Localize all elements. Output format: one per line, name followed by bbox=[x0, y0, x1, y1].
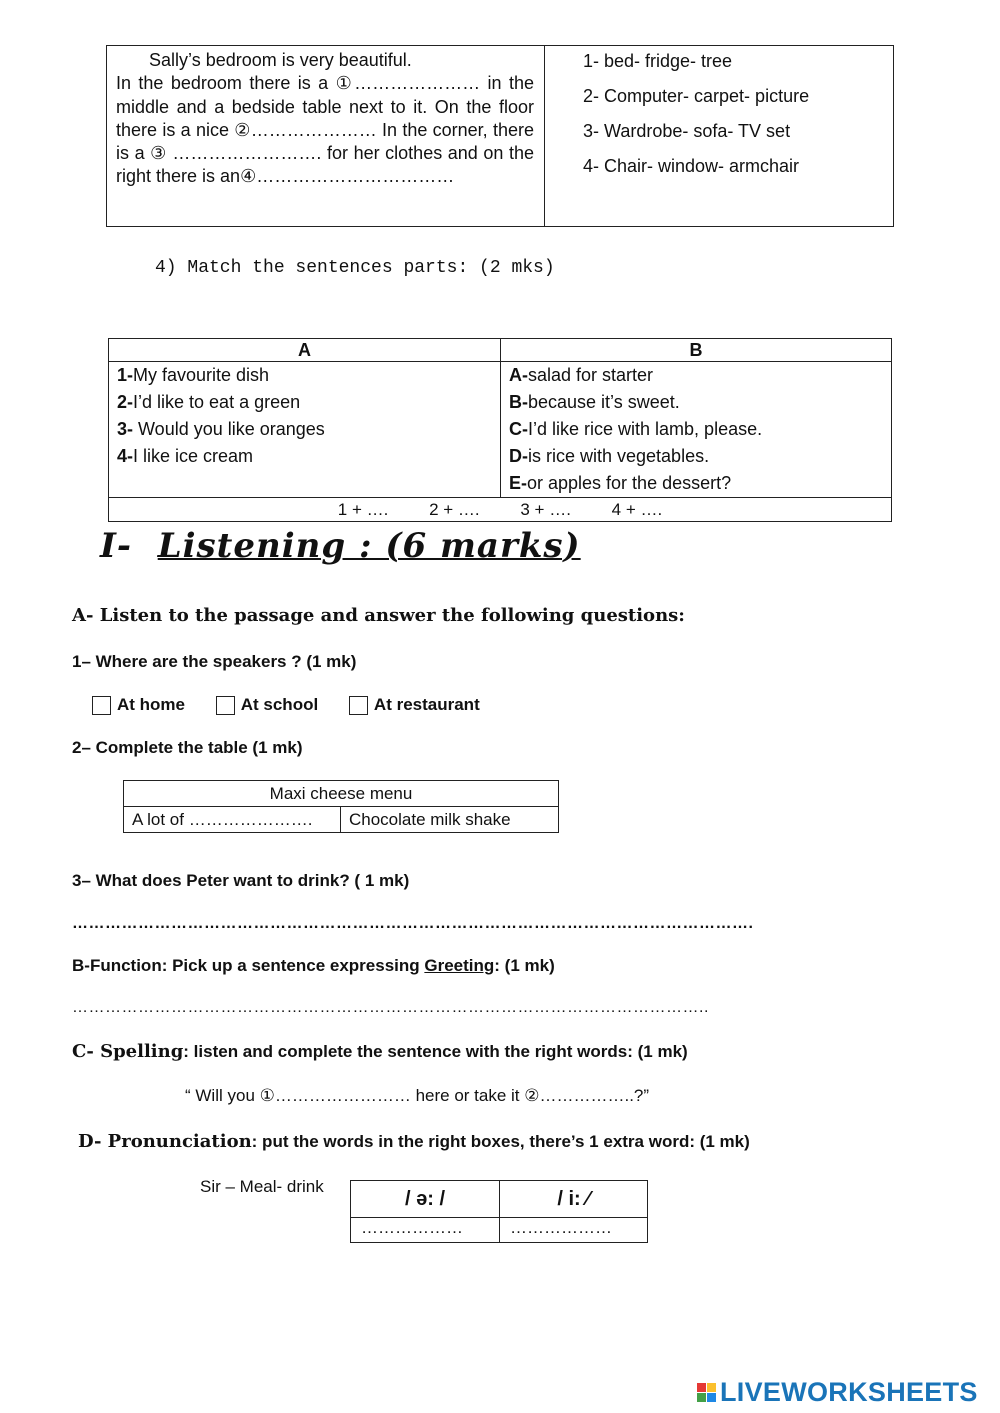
logo-square bbox=[697, 1383, 706, 1392]
column-b-header: B bbox=[501, 339, 892, 362]
long-i-answer-box[interactable]: ……………… bbox=[500, 1218, 648, 1243]
schwa-answer-box[interactable]: ……………… bbox=[351, 1218, 500, 1243]
speaker-location-options bbox=[92, 695, 506, 720]
match-b-item: C-I’d like rice with lamb, please. bbox=[509, 419, 763, 439]
passage-box bbox=[106, 45, 894, 227]
pronunciation-label: D- Pronunciation bbox=[78, 1131, 252, 1152]
column-a bbox=[109, 362, 501, 498]
choice-4: 4- Chair- window- armchair bbox=[583, 156, 800, 176]
column-b bbox=[501, 362, 892, 498]
liveworksheets-logo bbox=[697, 1377, 978, 1408]
checkbox[interactable] bbox=[349, 696, 368, 715]
column-a-header: A bbox=[109, 339, 501, 362]
option-at-restaurant[interactable]: At restaurant bbox=[349, 695, 480, 715]
logo-icon bbox=[697, 1383, 716, 1402]
pronunciation-table bbox=[350, 1180, 648, 1243]
match-b-item: E-or apples for the dessert? bbox=[509, 473, 732, 493]
question-3: 3– What does Peter want to drink? ( 1 mk) bbox=[72, 871, 410, 890]
passage-line-1: Sally’s bedroom is very beautiful. bbox=[149, 50, 412, 70]
choice-1: 1- bed- fridge- tree bbox=[583, 51, 733, 71]
choice-3: 3- Wardrobe- sofa- TV set bbox=[583, 121, 791, 141]
match-a-item: 2-I’d like to eat a green bbox=[117, 392, 301, 412]
passage-text bbox=[116, 49, 534, 189]
choice-2: 2- Computer- carpet- picture bbox=[583, 86, 810, 106]
match-b-item: B-because it’s sweet. bbox=[509, 392, 680, 412]
question-2: 2– Complete the table (1 mk) bbox=[72, 738, 303, 757]
checkbox[interactable] bbox=[92, 696, 111, 715]
match-b-item: D-is rice with vegetables. bbox=[509, 446, 710, 466]
word-choices bbox=[583, 48, 809, 188]
section-c-title: C- Spelling: listen and complete the sentence with the right words: (1 mk) bbox=[72, 1041, 688, 1062]
logo-text: LIVEWORKSHEETS bbox=[720, 1377, 978, 1407]
listening-heading bbox=[100, 526, 581, 566]
logo-square bbox=[707, 1393, 716, 1402]
answer-slot-1[interactable]: 1 + …. bbox=[337, 500, 389, 519]
greeting-keyword: Greeting bbox=[424, 956, 495, 975]
logo-square bbox=[707, 1383, 716, 1392]
section-a-title: A- Listen to the passage and answer the following questions: bbox=[72, 605, 685, 626]
menu-cell-blank[interactable]: A lot of …………………. bbox=[124, 807, 341, 833]
passage-divider bbox=[544, 46, 545, 226]
menu-cell-drink: Chocolate milk shake bbox=[341, 807, 559, 833]
section-b-title: B-Function: Pick up a sentence expressing Greeting: (1 mk) bbox=[72, 956, 555, 975]
match-a-item: 1-My favourite dish bbox=[117, 365, 270, 385]
menu-title: Maxi cheese menu bbox=[124, 781, 559, 807]
menu-table bbox=[123, 780, 559, 833]
spelling-sentence[interactable]: “ Will you ①…………………… here or take it ②……………..?” bbox=[185, 1086, 650, 1105]
match-a-item: 4-I like ice cream bbox=[117, 446, 254, 466]
logo-square bbox=[697, 1393, 706, 1402]
question-1: 1– Where are the speakers ? (1 mk) bbox=[72, 652, 357, 671]
listening-heading-title: Listening : (6 marks) bbox=[157, 526, 581, 566]
answer-slot-3[interactable]: 3 + …. bbox=[520, 500, 571, 519]
answer-slot-4[interactable]: 4 + …. bbox=[611, 500, 663, 519]
match-table bbox=[108, 338, 892, 522]
section-d-title: D- Pronunciation: put the words in the right boxes, there’s 1 extra word: (1 mk) bbox=[78, 1131, 750, 1152]
spelling-label: C- Spelling bbox=[72, 1041, 184, 1062]
match-b-item: A-salad for starter bbox=[509, 365, 654, 385]
match-title: 4) Match the sentences parts: (2 mks) bbox=[155, 258, 555, 278]
option-at-school[interactable]: At school bbox=[216, 695, 318, 715]
checkbox[interactable] bbox=[216, 696, 235, 715]
option-at-home[interactable]: At home bbox=[92, 695, 185, 715]
answer-line-greeting[interactable]: …………………………………………………………………………………………………….. bbox=[72, 999, 709, 1016]
long-i-header: / i: ⁄ bbox=[500, 1181, 648, 1218]
schwa-header: / ə: / bbox=[351, 1181, 500, 1218]
pronunciation-words: Sir – Meal- drink bbox=[200, 1177, 324, 1196]
answer-slot-2[interactable]: 2 + …. bbox=[429, 500, 480, 519]
match-answers-row bbox=[109, 498, 892, 522]
passage-line-2: In the bedroom there is a ①………………… in the middle and a bedside table next to it. On the floor there is a nice ②………………… In the corner, there is a ③ ……………………. for her clothes and on the right there is an④…………………………… bbox=[116, 73, 534, 187]
listening-heading-number: I- bbox=[100, 526, 133, 566]
answer-line-q3[interactable]: ……………………………………………………………………………………………………………. bbox=[72, 915, 754, 932]
match-a-item: 3- Would you like oranges bbox=[117, 419, 325, 439]
